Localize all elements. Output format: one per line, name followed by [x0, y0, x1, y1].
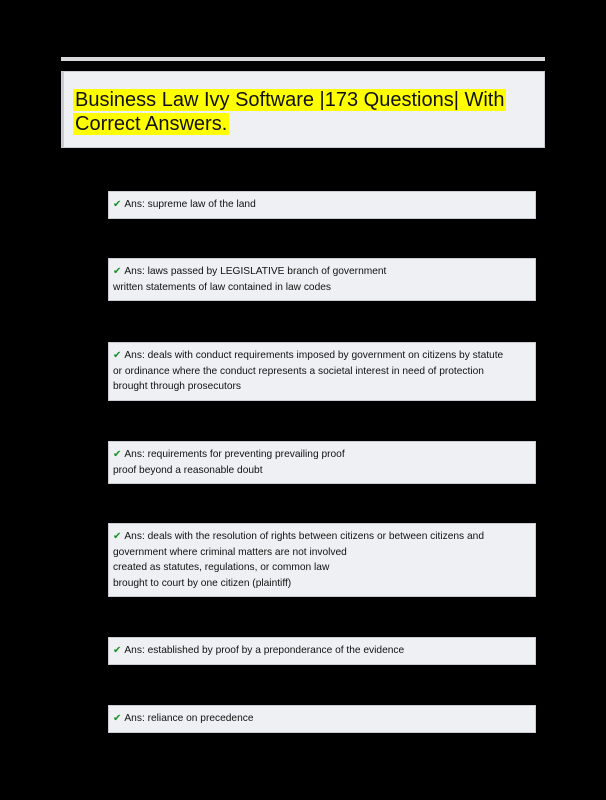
- answer-line: or ordinance where the conduct represents a societal interest in need of protection: [113, 365, 484, 377]
- check-icon: ✔: [113, 645, 122, 656]
- title-box: [61, 71, 545, 148]
- check-icon: ✔: [113, 449, 122, 460]
- check-icon: ✔: [113, 266, 122, 277]
- answer-box: [108, 258, 536, 301]
- answer-box: [108, 705, 536, 733]
- answer-line: ✔ Ans: deals with conduct requirements imposed by government on citizens by statute: [113, 348, 530, 364]
- answer-line: created as statutes, regulations, or common law: [113, 562, 330, 573]
- document-title: [73, 88, 535, 136]
- check-icon: ✔: [113, 713, 122, 724]
- answer-line: ✔ Ans: reliance on precedence: [113, 711, 530, 727]
- document-title-highlight: Business Law Ivy Software |173 Questions| With Correct Answers.: [75, 89, 505, 135]
- answer-box: [108, 441, 536, 484]
- answer-line: ✔ Ans: laws passed by LEGISLATIVE branch of government: [113, 264, 530, 280]
- answer-line: ✔ Ans: deals with the resolution of rights between citizens or between citizens and: [113, 529, 530, 545]
- answer-box: [108, 342, 536, 401]
- answer-line: brought through prosecutors: [113, 381, 241, 392]
- check-icon: ✔: [113, 350, 122, 361]
- answer-line: ✔ Ans: established by proof by a preponderance of the evidence: [113, 643, 530, 659]
- top-divider: [61, 57, 545, 61]
- check-icon: ✔: [113, 531, 122, 542]
- answer-line: brought to court by one citizen (plaintiff): [113, 577, 292, 589]
- answer-line: ✔ Ans: supreme law of the land: [113, 197, 530, 213]
- answer-line: ✔ Ans: requirements for preventing prevailing proof: [113, 447, 530, 463]
- answer-box: [108, 637, 536, 665]
- check-icon: ✔: [113, 199, 122, 210]
- answer-line: proof beyond a reasonable doubt: [113, 464, 263, 476]
- answer-line: government where criminal matters are not involved: [113, 546, 347, 558]
- answer-box: [108, 523, 536, 597]
- answer-box: [108, 191, 536, 219]
- answer-line: written statements of law contained in law codes: [113, 281, 332, 293]
